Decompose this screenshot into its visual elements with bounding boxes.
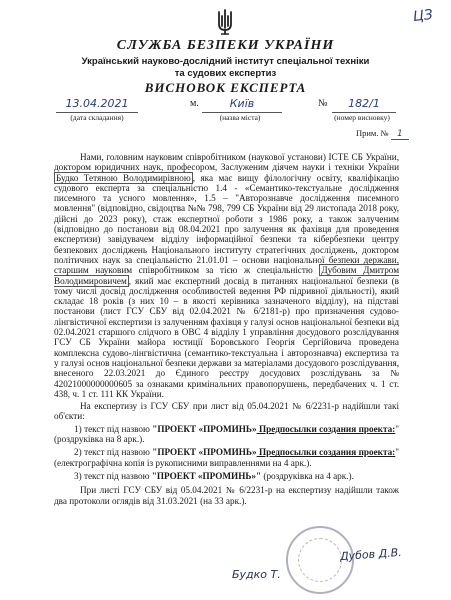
object-item-1-title: Предпосылки создания проекта: <box>256 423 396 434</box>
object-item-1 <box>54 424 399 445</box>
appendix-copy-number <box>356 128 409 140</box>
intro-text-part-a: Нами, головним науковим співробітником (наукової установи) ІСТЕ СБ України, доктором юридичних наук, професором, Заслуженим діячем науки і техніки України <box>54 152 399 173</box>
object-item-1-quote: "ПРОЕКТ «ПРОМИНЬ» <box>152 423 257 434</box>
specialist-name-highlight: Дубовим Дмитром Володимировичем <box>54 265 400 286</box>
objects-intro-paragraph: На експертизу із ГСУ СБУ при лист від 05.04.2021 № 6/2231-р надійшли такі об'єкти: <box>54 401 399 422</box>
document-title: ВИСНОВОК ЕКСПЕРТА <box>144 80 307 95</box>
date-value: 13.04.2021 <box>65 97 129 110</box>
object-item-3-quote: "ПРОЕКТ «ПРОМИНЬ»" <box>151 470 262 481</box>
number-value: 182/1 <box>348 97 380 110</box>
number-prefix: № <box>318 98 328 109</box>
object-item-1-suffix: " (роздруківка на 8 арк.). <box>54 423 400 445</box>
object-item-3-prefix: 3) текст під назвою <box>74 470 152 481</box>
object-item-2-suffix: " (електрографічна копія із рукописними виправленнями на 4 арк.). <box>54 447 400 468</box>
document-body <box>54 152 399 508</box>
trident-emblem-icon <box>215 8 235 36</box>
intro-paragraph <box>54 152 399 399</box>
object-item-3-suffix: (роздруківка на 4 арк.). <box>261 470 354 481</box>
date-field <box>56 98 138 113</box>
city-value: Київ <box>229 97 255 110</box>
expert-name-highlight: Будко Тетяною Володимирівною <box>56 172 191 183</box>
protocols-paragraph: При листі ГСУ СБУ від 05.04.2021 № 6/2231-р на експертизу надійшли також два протоколи оглядів від 31.03.2021 (на 33 арк.). <box>54 485 399 506</box>
object-item-2-title: Предпосылки создания проекта: <box>256 447 396 458</box>
signature-right: Дубов Д.В. <box>339 545 403 564</box>
date-caption: (дата складання) <box>70 113 124 122</box>
object-item-1-prefix: 1) текст під назвою <box>74 423 153 434</box>
intro-text-part-b: , яка має вищу філологічну освіту, кваліфікацію судового експерта за спеціальністю 1.4 - «Семантико-текстуальне дослідження писемного та усного мовлення», 1.5 – "Авторознавче дослідження писемного мовлення" (відповідно, свідоцтва №№ 798, 799 СБ України від 29 листопада 2018 року, дійсні до 2023 року), стаж експертної роботи з 1986 року, а також залученим (відповідно до постанови від 08.04.2021 про залучення як фахівця для проведення експертизи) завідувачем відділу інформаційної безпеки та кібербезпеки центру безпекових досліджень Національного інституту стратегічних досліджень, доктором політичних наук за спеціальністю 21.01.01 – основи національної безпеки держави, старшим науковим співробітником за тією ж спеціальністю <box>54 172 399 276</box>
city-caption: (назва міста) <box>219 113 261 122</box>
appendix-label: Прим. № <box>356 128 389 138</box>
intro-text-part-c: , який має експертний досвід в питаннях національної безпеки (в тому числі досвід дослідження особливостей ведення РФ підривної діяльності), який складає 18 років (з них 10 – в якості керівника зазначеного відділу), на підставі постанови (лист ГСУ СБУ від 02.04.2021 № 6/2181-р) про призначення судово-лінгвістичної експертизи із залученням фахівця у галузі основ національної безпеки від 02.04.2021 старшого слідчого в ОВС 4 відділу 1 управління досудового розслідування ГСУ СБ України майора юстиції Боровського Георгія Сергійовича проведена комплексна судово-лінгвістична (семантико-текстуальна і авторознавча) експертиза та у галузі основ національної безпеки держави за матеріалами досудового розслідування, внесеного 22.03.2021 до Єдиного реєстру досудових розслідувань за № 42021000000000605 за ознаками кримінальних правопорушень, передбачених ч. 1 ст. 438, ч. 1 ст. 111 КК України. <box>54 275 400 399</box>
appendix-value: 1 <box>391 129 409 140</box>
object-item-2-quote: "ПРОЕКТ «ПРОМИНЬ» <box>152 447 257 458</box>
corner-handwritten-mark: ЦЗ <box>412 7 434 25</box>
organization-title: СЛУЖБА БЕЗПЕКИ УКРАЇНИ <box>116 38 335 53</box>
city-field <box>202 98 282 113</box>
object-item-2 <box>54 447 399 468</box>
institute-name-line-1: Український науково-дослідний інститут спеціальної техніки <box>81 56 370 67</box>
signature-left: Будко Т. <box>232 568 281 581</box>
number-field <box>332 98 396 113</box>
object-item-2-prefix: 2) текст під назвою <box>74 447 153 458</box>
city-prefix: м. <box>190 98 199 109</box>
institute-name-line-2: та судових експертиз <box>174 68 277 79</box>
object-item-3 <box>54 471 399 481</box>
number-caption: (номер висновку) <box>334 113 390 122</box>
